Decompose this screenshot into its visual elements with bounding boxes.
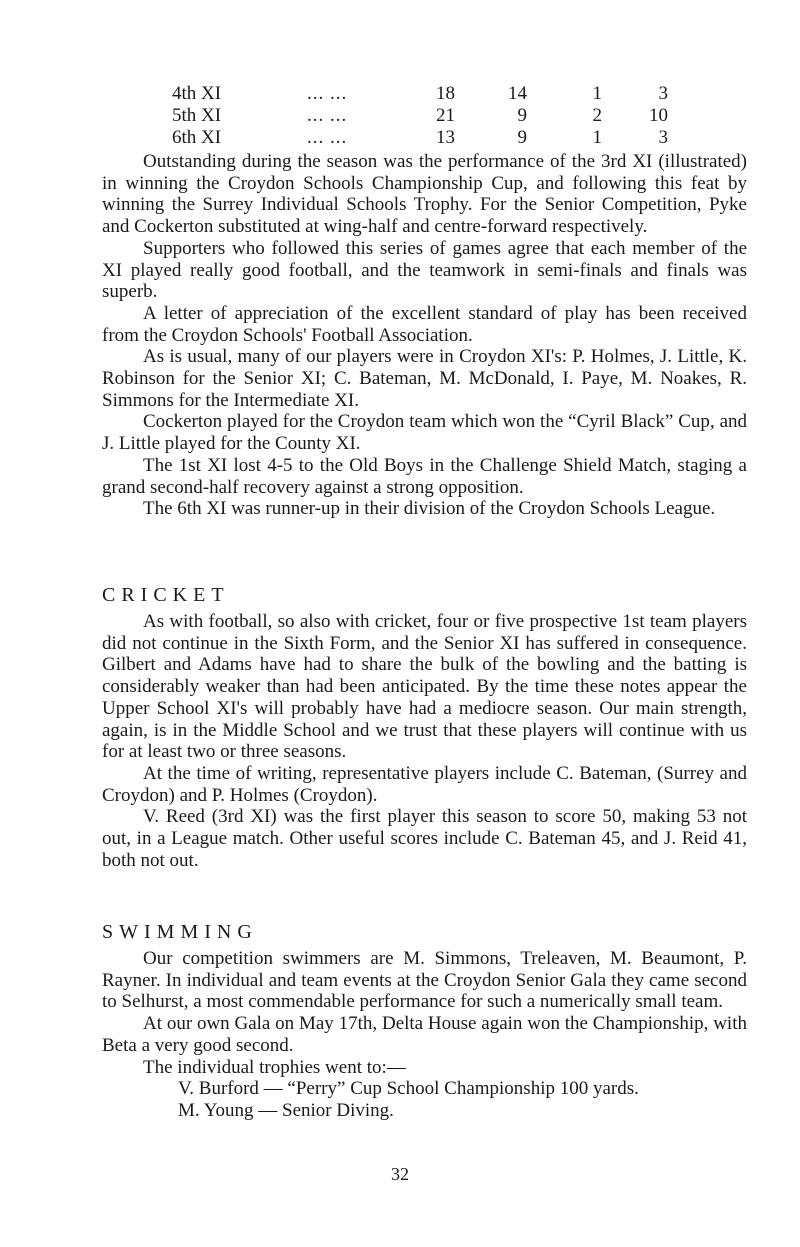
swimming-notes — [102, 948, 747, 1122]
trophy-entry: M. Young — Senior Diving. — [178, 1099, 394, 1121]
results-row — [0, 127, 800, 149]
drawn-value: 2 — [592, 105, 602, 126]
won-value: 14 — [508, 83, 527, 104]
results-row — [0, 83, 800, 105]
football-notes — [102, 151, 747, 520]
drawn-value: 1 — [592, 127, 602, 148]
paragraph: As with football, so also with cricket, four or five prospective 1st team players did not continue in the Sixth Form, and the Senior XI has suffered in consequence. Gilbert and Adams have had to share the bulk of the bowling and the batting is considerably weaker than had been anticipated. By the time these notes appear the Upper School XI's will probably have had a mediocre season. Our main strength, again, is in the Middle School and we trust that these players will continue with us for at least two or three seasons. — [102, 611, 747, 763]
won-value: 9 — [517, 105, 527, 126]
played-value: 18 — [436, 83, 455, 104]
paragraph: The individual trophies went to:— — [143, 1056, 406, 1078]
lost-value: 3 — [658, 83, 668, 104]
lost-value: 3 — [658, 127, 668, 148]
paragraph: At the time of writing, representative players include C. Bateman, (Surrey and Croydon) and P. Holmes (Croydon). — [102, 762, 747, 806]
results-table — [0, 83, 800, 149]
played-value: 21 — [436, 105, 455, 126]
paragraph: At our own Gala on May 17th, Delta House again won the Championship, with Beta a very good second. — [102, 1013, 747, 1056]
team-name: 6th XI — [172, 127, 222, 148]
leader-dots: ... ... — [307, 127, 348, 148]
paragraph: A letter of appreciation of the excellent standard of play has been received from the Croydon Schools' Football Association. — [102, 302, 747, 346]
played-value: 13 — [436, 127, 455, 148]
results-row — [0, 105, 800, 127]
leader-dots: ... ... — [307, 105, 348, 126]
paragraph: Outstanding during the season was the performance of the 3rd XI (illustrated) in winning the Croydon Schools Championship Cup, and following this feat by winning the Surrey Individual Schools Trophy. For the Senior Competition, Pyke and Cockerton substituted at wing-half and centre-forward respectively. — [102, 151, 747, 238]
team-name: 4th XI — [172, 83, 222, 104]
paragraph: As is usual, many of our players were in Croydon XI's: P. Holmes, J. Little, K. Robinson for the Senior XI; C. Bateman, M. McDonald, I. Paye, M. Noakes, R. Simmons for the Intermediate XI. — [102, 346, 747, 411]
page-number: 32 — [391, 1164, 409, 1184]
paragraph: V. Reed (3rd XI) was the first player this season to score 50, making 53 not out, in a League match. Other useful scores include C. Bateman 45, and J. Reid 41, both not out. — [102, 806, 747, 871]
leader-dots: ... ... — [307, 83, 348, 104]
team-name: 5th XI — [172, 105, 222, 126]
paragraph: Cockerton played for the Croydon team which won the “Cyril Black” Cup, and J. Little played for the County XI. — [102, 411, 747, 455]
drawn-value: 1 — [592, 83, 602, 104]
paragraph: The 6th XI was runner-up in their division of the Croydon Schools League. — [143, 498, 716, 520]
lost-value: 10 — [649, 105, 668, 126]
cricket-notes — [102, 611, 747, 871]
paragraph: The 1st XI lost 4-5 to the Old Boys in the Challenge Shield Match, staging a grand second-half recovery against a strong opposition. — [102, 454, 747, 498]
swimming-heading: SWIMMING — [102, 921, 258, 943]
cricket-heading: CRICKET — [102, 584, 230, 606]
paragraph: Our competition swimmers are M. Simmons, Treleaven, M. Beaumont, P. Rayner. In individual and team events at the Croydon Senior Gala they came second to Selhurst, a most commendable performance for such a numerically small team. — [102, 948, 747, 1013]
trophy-entry: V. Burford — “Perry” Cup School Championship 100 yards. — [178, 1078, 639, 1100]
paragraph: Supporters who followed this series of games agree that each member of the XI played really good football, and the teamwork in semi-finals and finals was superb. — [102, 237, 747, 303]
won-value: 9 — [517, 127, 527, 148]
